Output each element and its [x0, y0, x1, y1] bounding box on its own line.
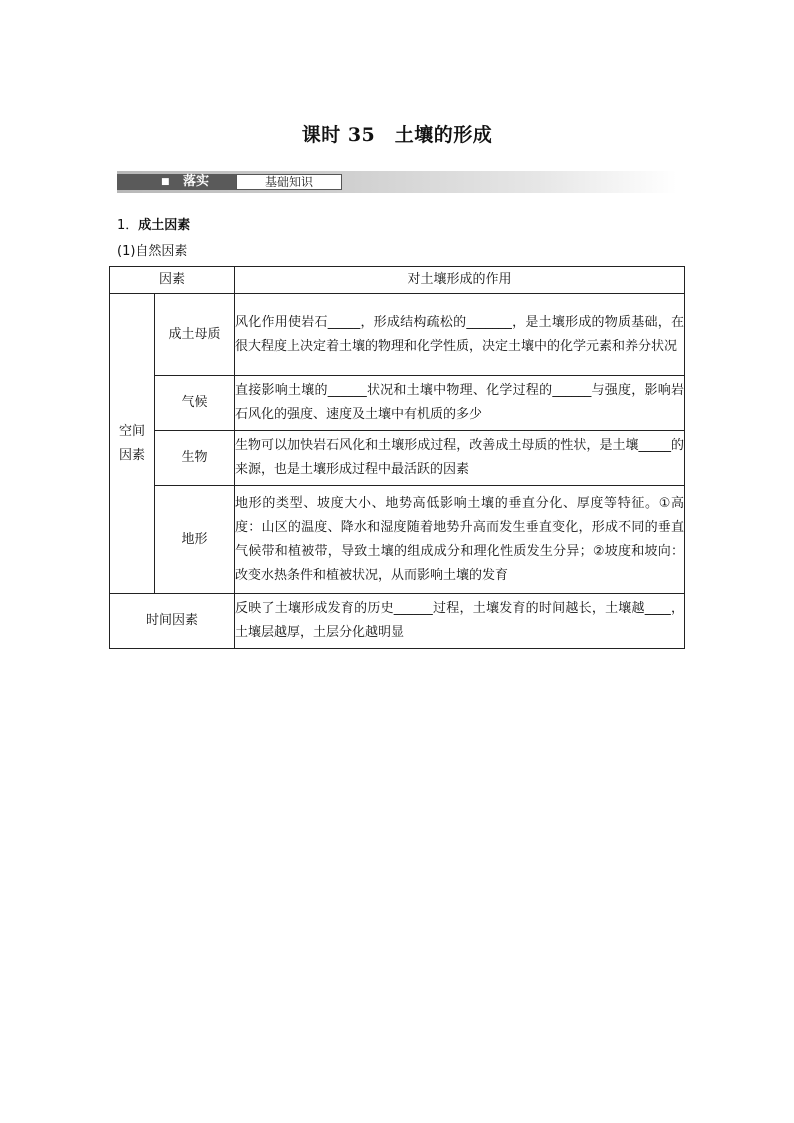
space-factor-line1: 空间 [118, 423, 145, 439]
heading-number: 1． [117, 218, 139, 233]
page-title: 课时 35 土壤的形成 [301, 124, 493, 146]
time-factor-effect: 反映了土壤形成发育的历史______过程，土壤发育的时间越长，土壤越____，土壤层越厚，土层分化越明显 [235, 594, 685, 649]
table-row [110, 486, 685, 594]
section-tab: 基础知识 [236, 174, 342, 190]
heading-text: 成土因素 [138, 218, 191, 233]
subheading-natural: (1)自然因素 [117, 244, 188, 259]
square-bullet-icon: ■ [161, 177, 170, 187]
table-row [110, 294, 685, 376]
factor-name: 气候 [155, 376, 235, 431]
section-banner [117, 171, 677, 193]
table-row [110, 376, 685, 431]
header-factor: 因素 [110, 267, 235, 294]
factor-name: 地形 [155, 486, 235, 594]
factor-effect: 生物可以加快岩石风化和土壤形成过程，改善成土母质的性状，是土壤_____的来源，也是土壤形成过程中最活跃的因素 [235, 431, 685, 486]
heading-factors [117, 214, 190, 233]
factor-table [109, 266, 685, 649]
table-row [110, 431, 685, 486]
time-factor-name: 时间因素 [110, 594, 235, 649]
section-label: 落实 [183, 174, 210, 189]
section-label-box [117, 174, 236, 190]
factor-effect: 直接影响土壤的______状况和土壤中物理、化学过程的______与强度，影响岩石风化的强度、速度及土壤中有机质的多少 [235, 376, 685, 431]
factor-effect: 地形的类型、坡度大小、地势高低影响土壤的垂直分化、厚度等特征。①高度：山区的温度、降水和湿度随着地势升高而发生垂直变化，形成不同的垂直气候带和植被带，导致土壤的组成成分和理化性质发生分异；②坡度和坡向：改变水热条件和植被状况，从而影响土壤的发育 [235, 486, 685, 594]
header-effect: 对土壤形成的作用 [235, 267, 685, 294]
factor-name: 生物 [155, 431, 235, 486]
factor-effect: 风化作用使岩石_____，形成结构疏松的_______，是土壤形成的物质基础，在很大程度上决定着土壤的物理和化学性质，决定土壤中的化学元素和养分状况 [235, 294, 685, 376]
table-header-row [110, 267, 685, 294]
factor-name: 成土母质 [155, 294, 235, 376]
space-factor-cell [110, 294, 155, 594]
table-row [110, 594, 685, 649]
space-factor-line2: 因素 [118, 447, 145, 463]
